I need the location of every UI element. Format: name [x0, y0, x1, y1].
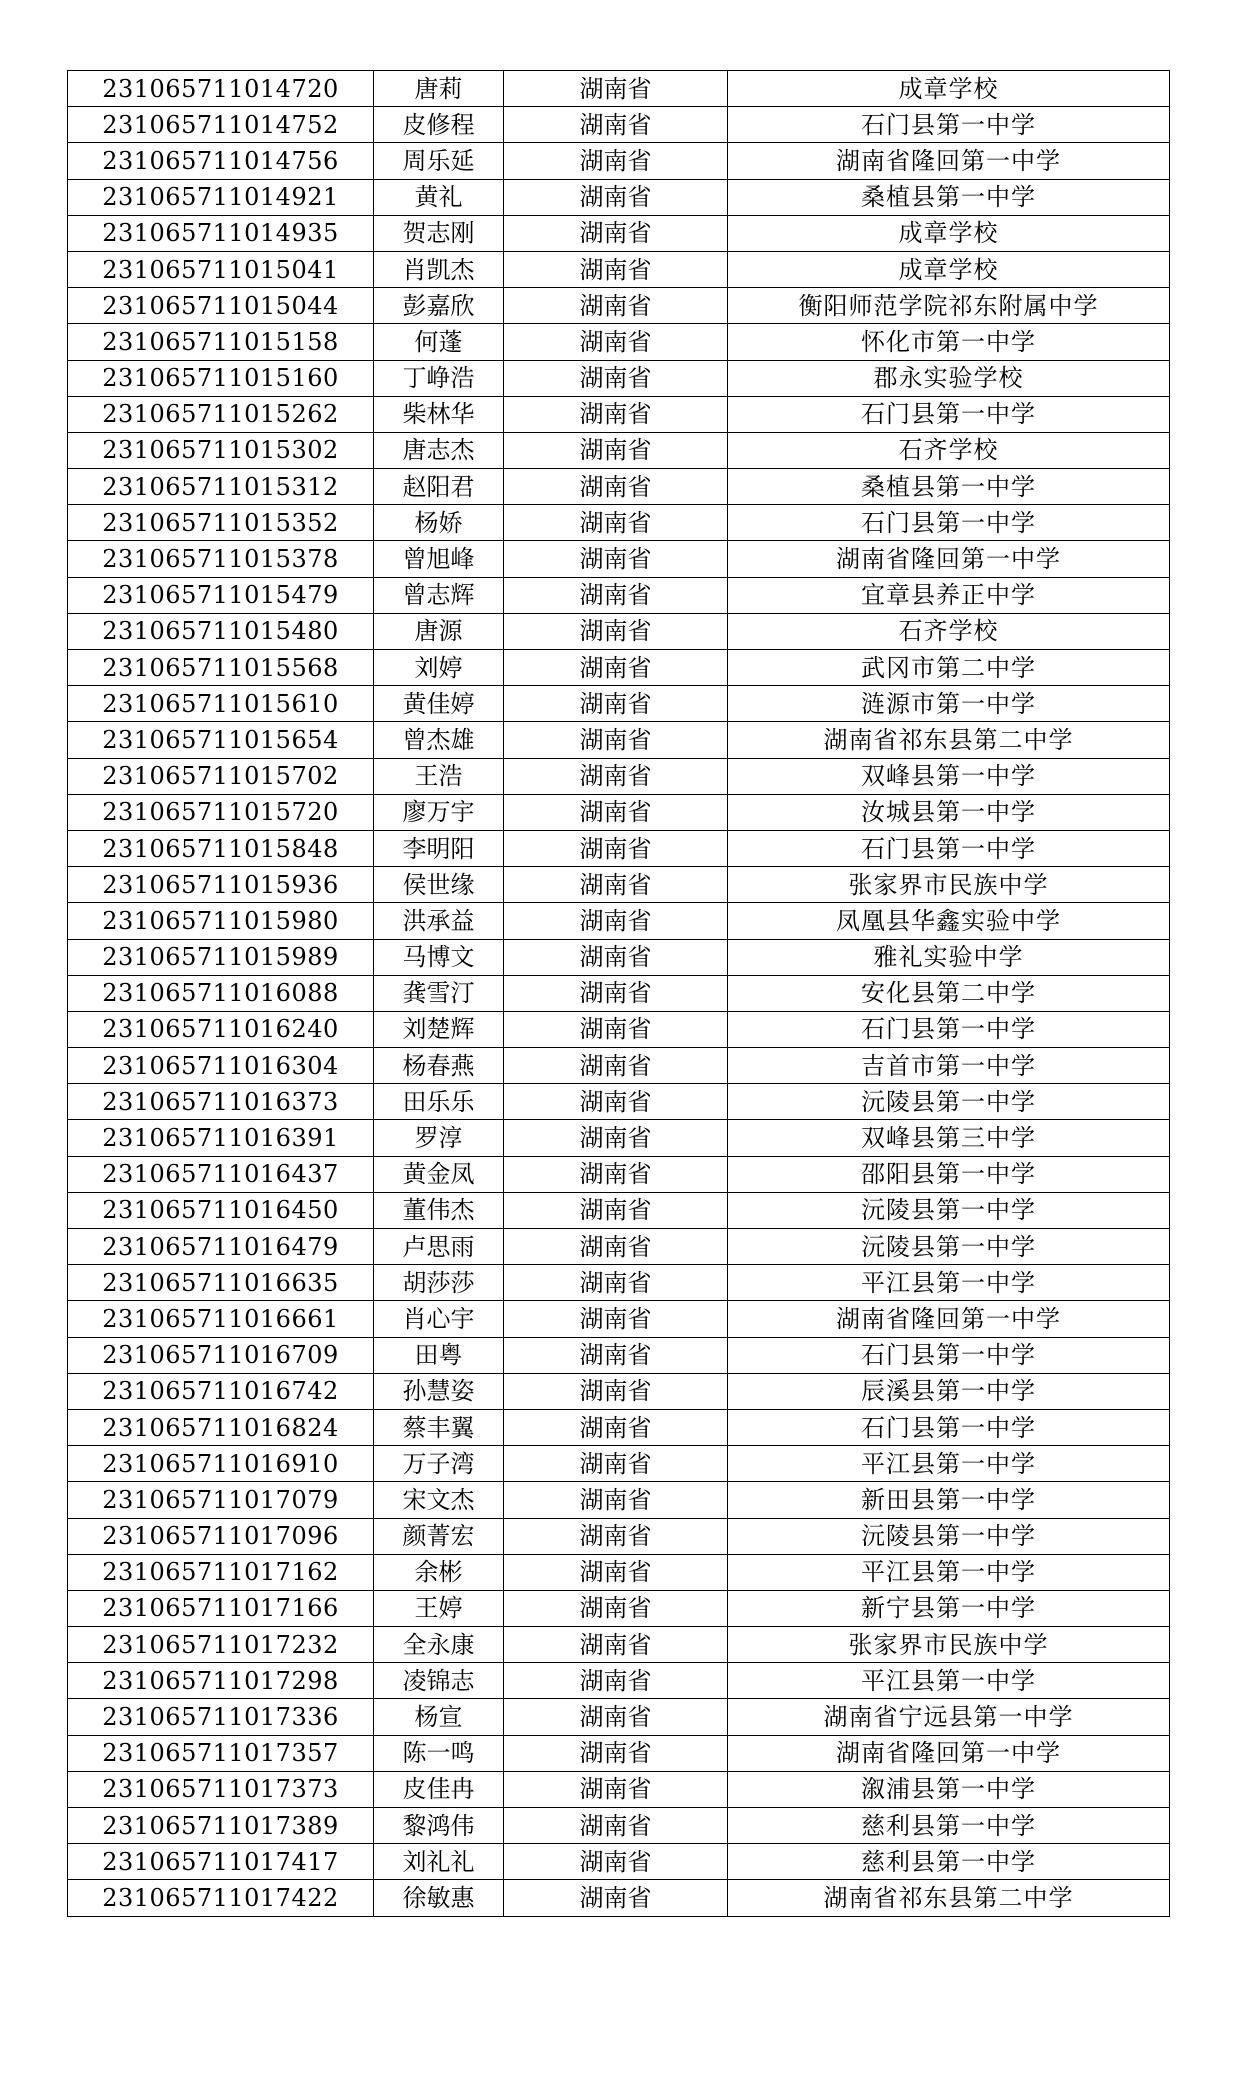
- school-cell: 双峰县第一中学: [728, 758, 1170, 794]
- school-cell: 石门县第一中学: [728, 830, 1170, 866]
- student-id-cell: 231065711015654: [68, 722, 374, 758]
- province-cell: 湖南省: [504, 686, 728, 722]
- table-row: [68, 1337, 1170, 1373]
- province-cell: 湖南省: [504, 541, 728, 577]
- student-name-cell: 唐源: [374, 613, 504, 649]
- province-cell: 湖南省: [504, 360, 728, 396]
- province-cell: 湖南省: [504, 1771, 728, 1807]
- province-cell: 湖南省: [504, 1518, 728, 1554]
- student-name-cell: 丁峥浩: [374, 360, 504, 396]
- table-row: [68, 722, 1170, 758]
- student-name-cell: 王婷: [374, 1590, 504, 1626]
- student-name-cell: 廖万宇: [374, 794, 504, 830]
- school-cell: 涟源市第一中学: [728, 686, 1170, 722]
- student-id-cell: 231065711015989: [68, 939, 374, 975]
- student-name-cell: 陈一鸣: [374, 1735, 504, 1771]
- student-id-cell: 231065711016742: [68, 1373, 374, 1409]
- student-id-cell: 231065711016910: [68, 1446, 374, 1482]
- table-row: [68, 251, 1170, 287]
- student-name-cell: 田粤: [374, 1337, 504, 1373]
- student-name-cell: 孙慧姿: [374, 1373, 504, 1409]
- province-cell: 湖南省: [504, 794, 728, 830]
- student-name-cell: 徐敏惠: [374, 1880, 504, 1916]
- table-row: [68, 1265, 1170, 1301]
- student-id-cell: 231065711014935: [68, 215, 374, 251]
- student-id-cell: 231065711015160: [68, 360, 374, 396]
- student-name-cell: 胡莎莎: [374, 1265, 504, 1301]
- table-row: [68, 1156, 1170, 1192]
- table-row: [68, 179, 1170, 215]
- table-row: [68, 505, 1170, 541]
- province-cell: 湖南省: [504, 1409, 728, 1445]
- province-cell: 湖南省: [504, 1627, 728, 1663]
- table-row: [68, 1301, 1170, 1337]
- school-cell: 石齐学校: [728, 432, 1170, 468]
- table-row: [68, 360, 1170, 396]
- student-id-cell: 231065711015378: [68, 541, 374, 577]
- student-name-cell: 董伟杰: [374, 1192, 504, 1228]
- student-name-cell: 万子湾: [374, 1446, 504, 1482]
- table-row: [68, 975, 1170, 1011]
- student-name-cell: 洪承益: [374, 903, 504, 939]
- table-row: [68, 650, 1170, 686]
- roster-body: [68, 71, 1170, 1917]
- student-id-cell: 231065711016240: [68, 1011, 374, 1047]
- student-id-cell: 231065711015479: [68, 577, 374, 613]
- school-cell: 张家界市民族中学: [728, 1627, 1170, 1663]
- province-cell: 湖南省: [504, 143, 728, 179]
- table-row: [68, 1880, 1170, 1916]
- school-cell: 湖南省隆回第一中学: [728, 1735, 1170, 1771]
- school-cell: 湖南省隆回第一中学: [728, 1301, 1170, 1337]
- student-name-cell: 田乐乐: [374, 1084, 504, 1120]
- school-cell: 武冈市第二中学: [728, 650, 1170, 686]
- student-name-cell: 皮佳冉: [374, 1771, 504, 1807]
- student-name-cell: 宋文杰: [374, 1482, 504, 1518]
- province-cell: 湖南省: [504, 251, 728, 287]
- table-row: [68, 1554, 1170, 1590]
- student-id-cell: 231065711017373: [68, 1771, 374, 1807]
- province-cell: 湖南省: [504, 1844, 728, 1880]
- student-id-cell: 231065711016304: [68, 1048, 374, 1084]
- school-cell: 怀化市第一中学: [728, 324, 1170, 360]
- table-row: [68, 1663, 1170, 1699]
- school-cell: 新宁县第一中学: [728, 1590, 1170, 1626]
- student-name-cell: 颜菁宏: [374, 1518, 504, 1554]
- province-cell: 湖南省: [504, 324, 728, 360]
- student-id-cell: 231065711015041: [68, 251, 374, 287]
- table-row: [68, 1446, 1170, 1482]
- student-id-cell: 231065711017096: [68, 1518, 374, 1554]
- table-row: [68, 1229, 1170, 1265]
- province-cell: 湖南省: [504, 1265, 728, 1301]
- student-id-cell: 231065711014720: [68, 71, 374, 107]
- school-cell: 凤凰县华鑫实验中学: [728, 903, 1170, 939]
- table-row: [68, 1048, 1170, 1084]
- province-cell: 湖南省: [504, 758, 728, 794]
- student-name-cell: 刘礼礼: [374, 1844, 504, 1880]
- province-cell: 湖南省: [504, 1735, 728, 1771]
- student-id-cell: 231065711015158: [68, 324, 374, 360]
- student-id-cell: 231065711017422: [68, 1880, 374, 1916]
- province-cell: 湖南省: [504, 577, 728, 613]
- student-name-cell: 王浩: [374, 758, 504, 794]
- student-id-cell: 231065711014921: [68, 179, 374, 215]
- table-row: [68, 288, 1170, 324]
- table-row: [68, 613, 1170, 649]
- student-name-cell: 杨春燕: [374, 1048, 504, 1084]
- student-name-cell: 曾杰雄: [374, 722, 504, 758]
- table-row: [68, 686, 1170, 722]
- school-cell: 汝城县第一中学: [728, 794, 1170, 830]
- student-id-cell: 231065711017336: [68, 1699, 374, 1735]
- school-cell: 石门县第一中学: [728, 107, 1170, 143]
- table-row: [68, 1011, 1170, 1047]
- province-cell: 湖南省: [504, 830, 728, 866]
- table-row: [68, 577, 1170, 613]
- student-name-cell: 曾旭峰: [374, 541, 504, 577]
- student-id-cell: 231065711015302: [68, 432, 374, 468]
- table-row: [68, 1192, 1170, 1228]
- student-id-cell: 231065711015702: [68, 758, 374, 794]
- student-name-cell: 唐莉: [374, 71, 504, 107]
- table-row: [68, 541, 1170, 577]
- province-cell: 湖南省: [504, 1301, 728, 1337]
- province-cell: 湖南省: [504, 1084, 728, 1120]
- table-row: [68, 1808, 1170, 1844]
- province-cell: 湖南省: [504, 288, 728, 324]
- school-cell: 石门县第一中学: [728, 396, 1170, 432]
- student-id-cell: 231065711016437: [68, 1156, 374, 1192]
- table-row: [68, 1735, 1170, 1771]
- student-name-cell: 肖凯杰: [374, 251, 504, 287]
- student-id-cell: 231065711015720: [68, 794, 374, 830]
- student-id-cell: 231065711014756: [68, 143, 374, 179]
- table-row: [68, 1518, 1170, 1554]
- school-cell: 石门县第一中学: [728, 1011, 1170, 1047]
- school-cell: 衡阳师范学院祁东附属中学: [728, 288, 1170, 324]
- province-cell: 湖南省: [504, 107, 728, 143]
- student-id-cell: 231065711014752: [68, 107, 374, 143]
- province-cell: 湖南省: [504, 432, 728, 468]
- student-id-cell: 231065711016450: [68, 1192, 374, 1228]
- province-cell: 湖南省: [504, 1048, 728, 1084]
- student-name-cell: 罗淳: [374, 1120, 504, 1156]
- table-row: [68, 867, 1170, 903]
- student-name-cell: 全永康: [374, 1627, 504, 1663]
- school-cell: 石门县第一中学: [728, 1337, 1170, 1373]
- school-cell: 平江县第一中学: [728, 1554, 1170, 1590]
- student-name-cell: 黄佳婷: [374, 686, 504, 722]
- student-id-cell: 231065711015312: [68, 469, 374, 505]
- table-row: [68, 107, 1170, 143]
- school-cell: 雅礼实验中学: [728, 939, 1170, 975]
- student-name-cell: 贺志刚: [374, 215, 504, 251]
- student-id-cell: 231065711015980: [68, 903, 374, 939]
- student-id-cell: 231065711015044: [68, 288, 374, 324]
- student-name-cell: 周乐延: [374, 143, 504, 179]
- province-cell: 湖南省: [504, 1192, 728, 1228]
- school-cell: 石齐学校: [728, 613, 1170, 649]
- table-row: [68, 903, 1170, 939]
- table-row: [68, 1627, 1170, 1663]
- student-id-cell: 231065711017357: [68, 1735, 374, 1771]
- student-name-cell: 皮修程: [374, 107, 504, 143]
- province-cell: 湖南省: [504, 1229, 728, 1265]
- province-cell: 湖南省: [504, 1482, 728, 1518]
- student-name-cell: 黎鸿伟: [374, 1808, 504, 1844]
- table-row: [68, 830, 1170, 866]
- table-row: [68, 71, 1170, 107]
- province-cell: 湖南省: [504, 71, 728, 107]
- school-cell: 慈利县第一中学: [728, 1808, 1170, 1844]
- student-name-cell: 马博文: [374, 939, 504, 975]
- student-id-cell: 231065711016824: [68, 1409, 374, 1445]
- student-id-cell: 231065711015262: [68, 396, 374, 432]
- school-cell: 沅陵县第一中学: [728, 1192, 1170, 1228]
- student-name-cell: 侯世缘: [374, 867, 504, 903]
- school-cell: 桑植县第一中学: [728, 179, 1170, 215]
- province-cell: 湖南省: [504, 1554, 728, 1590]
- school-cell: 湖南省祁东县第二中学: [728, 722, 1170, 758]
- school-cell: 沅陵县第一中学: [728, 1518, 1170, 1554]
- province-cell: 湖南省: [504, 939, 728, 975]
- school-cell: 双峰县第三中学: [728, 1120, 1170, 1156]
- province-cell: 湖南省: [504, 1590, 728, 1626]
- student-id-cell: 231065711015848: [68, 830, 374, 866]
- school-cell: 成章学校: [728, 251, 1170, 287]
- table-row: [68, 939, 1170, 975]
- school-cell: 溆浦县第一中学: [728, 1771, 1170, 1807]
- student-name-cell: 黄礼: [374, 179, 504, 215]
- table-row: [68, 324, 1170, 360]
- table-row: [68, 1084, 1170, 1120]
- table-row: [68, 1844, 1170, 1880]
- province-cell: 湖南省: [504, 179, 728, 215]
- province-cell: 湖南省: [504, 903, 728, 939]
- province-cell: 湖南省: [504, 215, 728, 251]
- province-cell: 湖南省: [504, 1663, 728, 1699]
- table-row: [68, 1373, 1170, 1409]
- student-name-cell: 曾志辉: [374, 577, 504, 613]
- student-name-cell: 卢思雨: [374, 1229, 504, 1265]
- student-roster-table: [67, 70, 1170, 1917]
- table-row: [68, 1482, 1170, 1518]
- school-cell: 成章学校: [728, 71, 1170, 107]
- table-row: [68, 1771, 1170, 1807]
- school-cell: 湖南省隆回第一中学: [728, 541, 1170, 577]
- student-name-cell: 肖心宇: [374, 1301, 504, 1337]
- school-cell: 平江县第一中学: [728, 1663, 1170, 1699]
- province-cell: 湖南省: [504, 613, 728, 649]
- province-cell: 湖南省: [504, 1156, 728, 1192]
- student-id-cell: 231065711017162: [68, 1554, 374, 1590]
- table-row: [68, 143, 1170, 179]
- province-cell: 湖南省: [504, 1337, 728, 1373]
- province-cell: 湖南省: [504, 1808, 728, 1844]
- student-name-cell: 杨宣: [374, 1699, 504, 1735]
- student-name-cell: 赵阳君: [374, 469, 504, 505]
- table-row: [68, 215, 1170, 251]
- school-cell: 慈利县第一中学: [728, 1844, 1170, 1880]
- student-name-cell: 蔡丰翼: [374, 1409, 504, 1445]
- student-id-cell: 231065711016661: [68, 1301, 374, 1337]
- province-cell: 湖南省: [504, 1446, 728, 1482]
- student-id-cell: 231065711015480: [68, 613, 374, 649]
- school-cell: 安化县第二中学: [728, 975, 1170, 1011]
- school-cell: 桑植县第一中学: [728, 469, 1170, 505]
- school-cell: 郡永实验学校: [728, 360, 1170, 396]
- school-cell: 沅陵县第一中学: [728, 1084, 1170, 1120]
- student-name-cell: 余彬: [374, 1554, 504, 1590]
- student-id-cell: 231065711016479: [68, 1229, 374, 1265]
- student-id-cell: 231065711016635: [68, 1265, 374, 1301]
- student-id-cell: 231065711015610: [68, 686, 374, 722]
- student-id-cell: 231065711016373: [68, 1084, 374, 1120]
- province-cell: 湖南省: [504, 1880, 728, 1916]
- student-name-cell: 唐志杰: [374, 432, 504, 468]
- school-cell: 宜章县养正中学: [728, 577, 1170, 613]
- table-row: [68, 396, 1170, 432]
- table-row: [68, 1590, 1170, 1626]
- student-id-cell: 231065711017166: [68, 1590, 374, 1626]
- table-row: [68, 1699, 1170, 1735]
- province-cell: 湖南省: [504, 1373, 728, 1409]
- table-row: [68, 758, 1170, 794]
- student-id-cell: 231065711016391: [68, 1120, 374, 1156]
- school-cell: 石门县第一中学: [728, 1409, 1170, 1445]
- province-cell: 湖南省: [504, 650, 728, 686]
- table-row: [68, 1409, 1170, 1445]
- student-id-cell: 231065711017079: [68, 1482, 374, 1518]
- table-row: [68, 432, 1170, 468]
- school-cell: 张家界市民族中学: [728, 867, 1170, 903]
- student-name-cell: 何蓬: [374, 324, 504, 360]
- student-id-cell: 231065711017389: [68, 1808, 374, 1844]
- table-row: [68, 1120, 1170, 1156]
- province-cell: 湖南省: [504, 1699, 728, 1735]
- student-id-cell: 231065711015568: [68, 650, 374, 686]
- student-name-cell: 龚雪汀: [374, 975, 504, 1011]
- student-id-cell: 231065711016088: [68, 975, 374, 1011]
- school-cell: 吉首市第一中学: [728, 1048, 1170, 1084]
- student-id-cell: 231065711015352: [68, 505, 374, 541]
- school-cell: 石门县第一中学: [728, 505, 1170, 541]
- student-name-cell: 刘楚辉: [374, 1011, 504, 1047]
- student-name-cell: 杨娇: [374, 505, 504, 541]
- province-cell: 湖南省: [504, 469, 728, 505]
- school-cell: 湖南省隆回第一中学: [728, 143, 1170, 179]
- student-id-cell: 231065711017417: [68, 1844, 374, 1880]
- school-cell: 成章学校: [728, 215, 1170, 251]
- province-cell: 湖南省: [504, 1011, 728, 1047]
- school-cell: 新田县第一中学: [728, 1482, 1170, 1518]
- school-cell: 沅陵县第一中学: [728, 1229, 1170, 1265]
- student-id-cell: 231065711017232: [68, 1627, 374, 1663]
- student-id-cell: 231065711015936: [68, 867, 374, 903]
- student-name-cell: 黄金凤: [374, 1156, 504, 1192]
- school-cell: 邵阳县第一中学: [728, 1156, 1170, 1192]
- school-cell: 平江县第一中学: [728, 1446, 1170, 1482]
- province-cell: 湖南省: [504, 867, 728, 903]
- student-name-cell: 柴林华: [374, 396, 504, 432]
- province-cell: 湖南省: [504, 722, 728, 758]
- province-cell: 湖南省: [504, 396, 728, 432]
- table-row: [68, 794, 1170, 830]
- province-cell: 湖南省: [504, 975, 728, 1011]
- student-id-cell: 231065711016709: [68, 1337, 374, 1373]
- student-name-cell: 李明阳: [374, 830, 504, 866]
- province-cell: 湖南省: [504, 505, 728, 541]
- province-cell: 湖南省: [504, 1120, 728, 1156]
- school-cell: 湖南省宁远县第一中学: [728, 1699, 1170, 1735]
- student-name-cell: 凌锦志: [374, 1663, 504, 1699]
- student-id-cell: 231065711017298: [68, 1663, 374, 1699]
- school-cell: 平江县第一中学: [728, 1265, 1170, 1301]
- student-name-cell: 彭嘉欣: [374, 288, 504, 324]
- school-cell: 辰溪县第一中学: [728, 1373, 1170, 1409]
- student-name-cell: 刘婷: [374, 650, 504, 686]
- table-row: [68, 469, 1170, 505]
- school-cell: 湖南省祁东县第二中学: [728, 1880, 1170, 1916]
